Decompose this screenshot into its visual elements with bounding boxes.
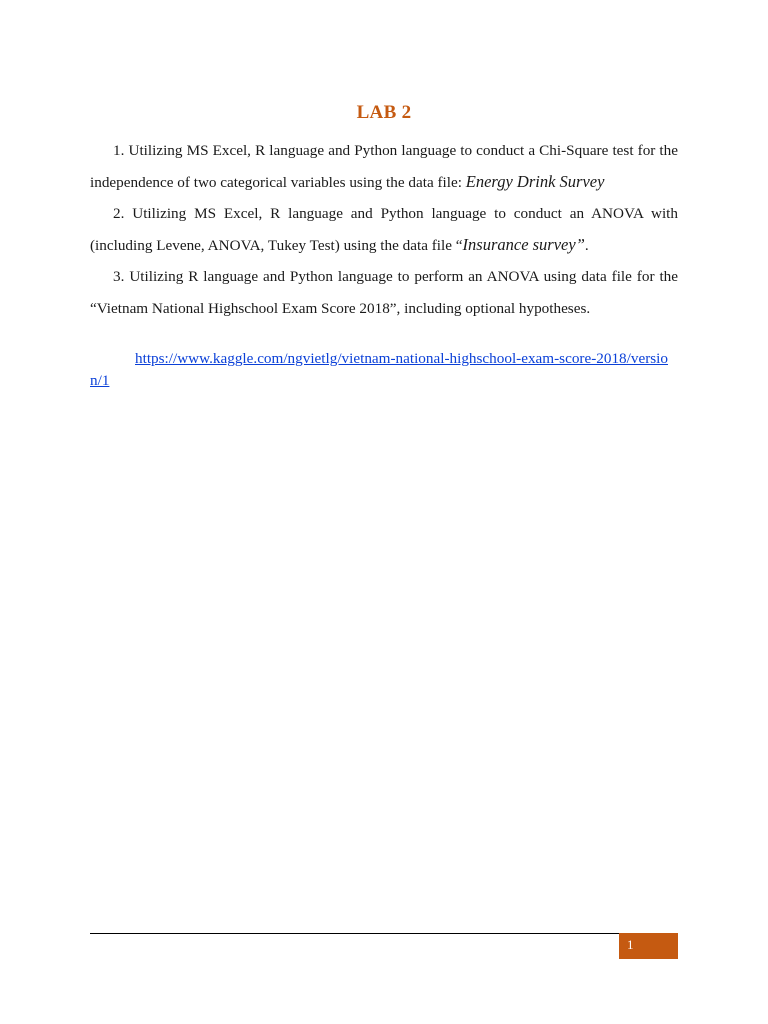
dataset-link[interactable]: https://www.kaggle.com/ngvietlg/vietnam-national-highschool-exam-score-2018/version/1 (90, 350, 668, 389)
page-number: 1 (627, 937, 634, 952)
task-item-2 (90, 198, 678, 261)
footer-rule (90, 933, 678, 934)
document-title: LAB 2 (356, 102, 412, 123)
page-number-badge (619, 933, 678, 959)
dataset-link-block (90, 348, 678, 392)
task-item-1 (90, 135, 678, 198)
task-item-2-text-after: . (584, 237, 589, 254)
task-item-2-file-name: Insurance survey” (462, 235, 585, 254)
task-item-3-text: 3. Utilizing R language and Python language to perform an ANOVA using data file for the “Vietnam National Highschool Exam Score 2018”, including optional hypotheses. (90, 268, 678, 317)
task-item-3 (90, 261, 678, 324)
task-item-2-text: 2. Utilizing MS Excel, R language and Python language to conduct an ANOVA with (including Levene, ANOVA, Tukey Test) using the data file “ (90, 205, 678, 254)
task-item-1-file-name: Energy Drink Survey (465, 172, 605, 191)
task-list (90, 135, 678, 324)
task-item-1-text: 1. Utilizing MS Excel, R language and Python language to conduct a Chi-Square test for the independence of two categorical variables using the data file: (90, 142, 678, 191)
